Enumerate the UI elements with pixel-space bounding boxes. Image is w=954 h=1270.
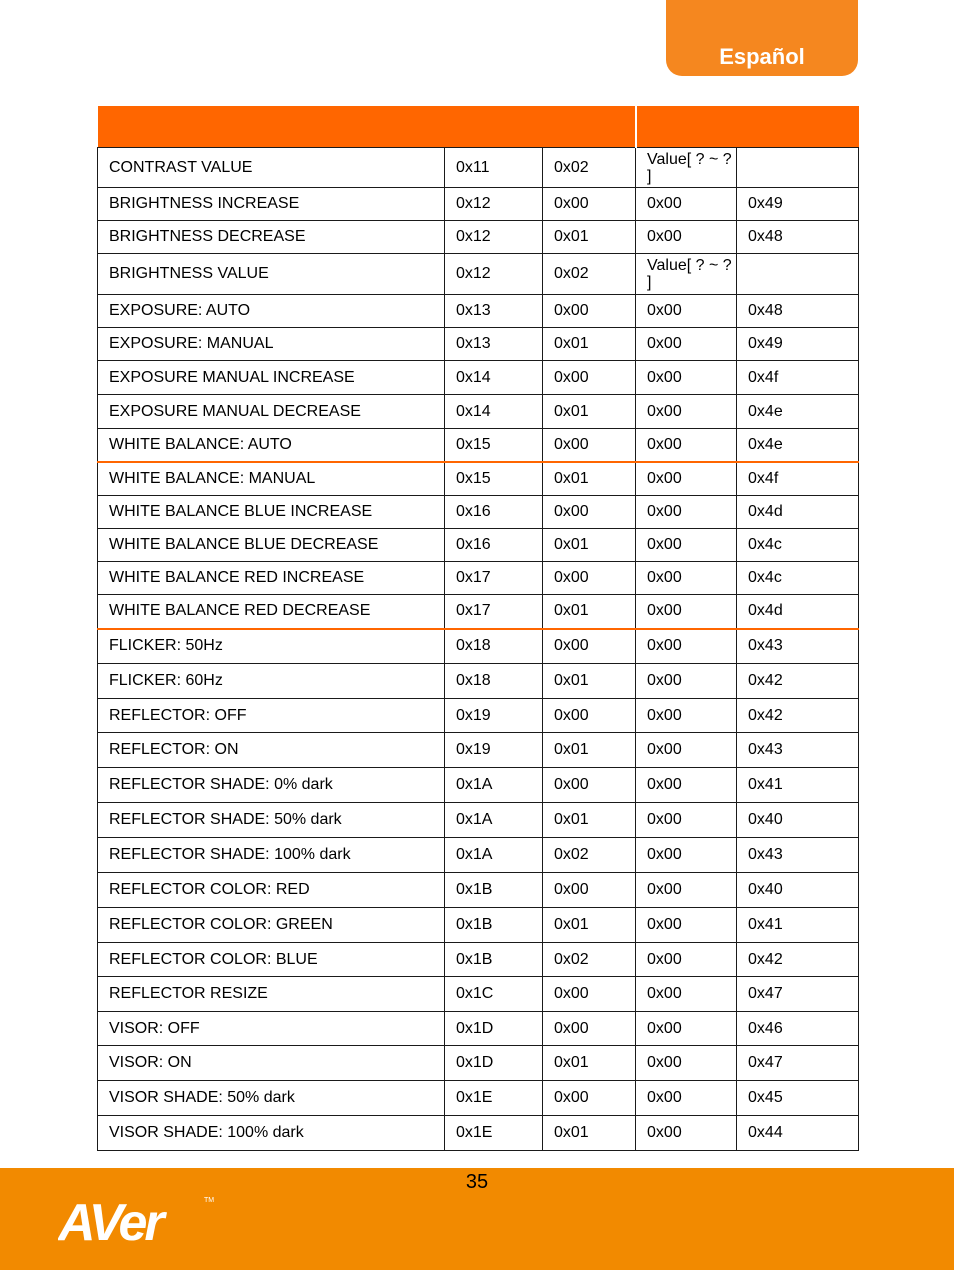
table-cell: 0x18 [445, 629, 543, 664]
table-cell: 0x1E [445, 1081, 543, 1116]
table-cell: 0x43 [737, 733, 859, 768]
table-cell: 0x02 [543, 254, 636, 295]
table-cell: WHITE BALANCE BLUE DECREASE [98, 529, 445, 562]
table-cell: REFLECTOR SHADE: 0% dark [98, 768, 445, 803]
table-cell: VISOR: OFF [98, 1012, 445, 1046]
table-cell [737, 254, 859, 295]
table-row [98, 629, 859, 664]
table-row [98, 595, 859, 629]
logo-trademark: TM [204, 1197, 215, 1204]
table-cell: 0x00 [543, 873, 636, 908]
table-cell: VISOR SHADE: 100% dark [98, 1116, 445, 1151]
table-row [98, 699, 859, 733]
table-row [98, 664, 859, 699]
table-row [98, 395, 859, 429]
table-cell: FLICKER: 50Hz [98, 629, 445, 664]
table-cell: 0x1E [445, 1116, 543, 1151]
table-row [98, 908, 859, 943]
table-cell: 0x00 [636, 1081, 737, 1116]
table-cell: 0x4f [737, 462, 859, 496]
table-cell: 0x47 [737, 1046, 859, 1081]
table-row [98, 803, 859, 838]
table-cell: 0x01 [543, 221, 636, 254]
table-cell: EXPOSURE: MANUAL [98, 328, 445, 361]
table-cell: 0x00 [636, 977, 737, 1012]
table-row [98, 361, 859, 395]
table-cell: FLICKER: 60Hz [98, 664, 445, 699]
table-cell: 0x01 [543, 1046, 636, 1081]
table-cell: EXPOSURE MANUAL INCREASE [98, 361, 445, 395]
table-cell: 0x00 [636, 462, 737, 496]
table-cell: 0x00 [543, 188, 636, 221]
table-cell: BRIGHTNESS INCREASE [98, 188, 445, 221]
table-row [98, 529, 859, 562]
table-cell: 0x1D [445, 1046, 543, 1081]
table-cell: Value[ ? ~ ? ] [636, 254, 737, 295]
table-cell: BRIGHTNESS DECREASE [98, 221, 445, 254]
table-cell: 0x01 [543, 733, 636, 768]
table-cell: 0x01 [543, 595, 636, 629]
table-cell: WHITE BALANCE BLUE INCREASE [98, 496, 445, 529]
table-header-row [98, 106, 859, 148]
table-cell: 0x01 [543, 462, 636, 496]
table-row [98, 943, 859, 977]
table-cell: 0x00 [636, 395, 737, 429]
table-cell: 0x11 [445, 148, 543, 188]
table-cell: 0x02 [543, 838, 636, 873]
table-row [98, 221, 859, 254]
table-cell: BRIGHTNESS VALUE [98, 254, 445, 295]
table-cell: 0x00 [636, 733, 737, 768]
table-header-cell [98, 106, 636, 148]
table-cell: 0x00 [636, 328, 737, 361]
table-cell: 0x00 [543, 768, 636, 803]
table-cell: 0x1C [445, 977, 543, 1012]
table-cell: 0x00 [543, 1012, 636, 1046]
table-cell: WHITE BALANCE RED INCREASE [98, 562, 445, 595]
table-cell: 0x46 [737, 1012, 859, 1046]
table-cell: 0x00 [636, 221, 737, 254]
table-cell: REFLECTOR COLOR: BLUE [98, 943, 445, 977]
table-cell: 0x17 [445, 562, 543, 595]
table-cell: 0x01 [543, 328, 636, 361]
table-cell: 0x02 [543, 943, 636, 977]
table-cell: 0x4e [737, 395, 859, 429]
table-cell: 0x16 [445, 529, 543, 562]
table-cell: REFLECTOR: OFF [98, 699, 445, 733]
table-cell: REFLECTOR COLOR: GREEN [98, 908, 445, 943]
table-cell: 0x00 [636, 295, 737, 328]
table-cell: 0x18 [445, 664, 543, 699]
table-cell: 0x00 [543, 562, 636, 595]
table-cell: Value[ ? ~ ? ] [636, 148, 737, 188]
table-cell: EXPOSURE: AUTO [98, 295, 445, 328]
table-cell: 0x12 [445, 221, 543, 254]
table-cell: 0x01 [543, 529, 636, 562]
table-cell: 0x00 [636, 664, 737, 699]
table-cell: REFLECTOR RESIZE [98, 977, 445, 1012]
table-cell: 0x00 [543, 361, 636, 395]
table-cell: 0x13 [445, 295, 543, 328]
table-row [98, 188, 859, 221]
table-cell: 0x01 [543, 1116, 636, 1151]
table-cell: 0x1A [445, 768, 543, 803]
command-table [97, 106, 859, 1151]
table-row [98, 1046, 859, 1081]
table-cell: WHITE BALANCE: AUTO [98, 429, 445, 462]
table-cell: 0x00 [543, 496, 636, 529]
table-cell: 0x14 [445, 361, 543, 395]
table-cell: 0x1B [445, 943, 543, 977]
table-cell: 0x14 [445, 395, 543, 429]
table-cell: 0x42 [737, 664, 859, 699]
table-cell: 0x00 [543, 629, 636, 664]
table-cell: 0x19 [445, 699, 543, 733]
table-cell: 0x00 [636, 529, 737, 562]
table-cell: 0x00 [636, 908, 737, 943]
table-cell: 0x00 [636, 943, 737, 977]
table-cell: 0x40 [737, 873, 859, 908]
table-cell: 0x12 [445, 254, 543, 295]
table-cell: REFLECTOR SHADE: 50% dark [98, 803, 445, 838]
table-row [98, 295, 859, 328]
table-cell: 0x00 [636, 1012, 737, 1046]
table-cell: 0x43 [737, 629, 859, 664]
table-cell: 0x00 [636, 562, 737, 595]
table-cell: 0x00 [636, 429, 737, 462]
table-row [98, 1116, 859, 1151]
table-body [98, 148, 859, 1151]
table-cell: 0x45 [737, 1081, 859, 1116]
language-tab [666, 0, 858, 76]
table-row [98, 462, 859, 496]
table-cell: 0x00 [543, 429, 636, 462]
table-cell: 0x00 [636, 188, 737, 221]
table-cell: 0x4e [737, 429, 859, 462]
table-cell: 0x4d [737, 496, 859, 529]
table-cell: WHITE BALANCE RED DECREASE [98, 595, 445, 629]
table-cell: 0x4c [737, 529, 859, 562]
table-cell: 0x15 [445, 462, 543, 496]
table-cell: 0x4c [737, 562, 859, 595]
table-cell: REFLECTOR: ON [98, 733, 445, 768]
table-cell: 0x02 [543, 148, 636, 188]
table-cell: 0x00 [543, 699, 636, 733]
table-cell: 0x19 [445, 733, 543, 768]
table-cell: 0x1B [445, 873, 543, 908]
table-row [98, 768, 859, 803]
table-row [98, 328, 859, 361]
table-cell: 0x00 [636, 496, 737, 529]
table-cell: 0x1B [445, 908, 543, 943]
table-cell: 0x01 [543, 803, 636, 838]
table-row [98, 254, 859, 295]
table-cell: 0x42 [737, 943, 859, 977]
aver-logo [58, 1192, 218, 1249]
table-cell: 0x43 [737, 838, 859, 873]
table-cell: 0x42 [737, 699, 859, 733]
table-cell: 0x47 [737, 977, 859, 1012]
table-cell: 0x00 [636, 595, 737, 629]
table-cell [737, 148, 859, 188]
logo-text: AVer [58, 1194, 162, 1244]
table-row [98, 873, 859, 908]
table-cell: 0x01 [543, 908, 636, 943]
table-cell: 0x01 [543, 395, 636, 429]
table-row [98, 562, 859, 595]
table-row [98, 733, 859, 768]
table-cell: 0x17 [445, 595, 543, 629]
table-cell: 0x44 [737, 1116, 859, 1151]
table-cell: WHITE BALANCE: MANUAL [98, 462, 445, 496]
table-cell: 0x00 [636, 1046, 737, 1081]
table-row [98, 977, 859, 1012]
table-header-cell [636, 106, 859, 148]
table-cell: 0x12 [445, 188, 543, 221]
table-cell: VISOR: ON [98, 1046, 445, 1081]
table-cell: 0x48 [737, 221, 859, 254]
table-cell: 0x00 [636, 361, 737, 395]
table-cell: 0x49 [737, 328, 859, 361]
table-row [98, 838, 859, 873]
table-cell: 0x41 [737, 908, 859, 943]
table-cell: 0x00 [543, 1081, 636, 1116]
table-cell: 0x40 [737, 803, 859, 838]
table-cell: 0x00 [636, 873, 737, 908]
table-cell: 0x01 [543, 664, 636, 699]
table-cell: 0x00 [636, 803, 737, 838]
table-cell: 0x00 [636, 838, 737, 873]
table-row [98, 496, 859, 529]
table-cell: 0x00 [636, 768, 737, 803]
table-row [98, 1012, 859, 1046]
table-row [98, 148, 859, 188]
aver-logo-graphic [58, 1192, 218, 1244]
table-row [98, 1081, 859, 1116]
table-cell: 0x13 [445, 328, 543, 361]
table-cell: EXPOSURE MANUAL DECREASE [98, 395, 445, 429]
table-cell: REFLECTOR COLOR: RED [98, 873, 445, 908]
table-cell: 0x15 [445, 429, 543, 462]
table-cell: 0x00 [543, 977, 636, 1012]
table-cell: 0x00 [636, 629, 737, 664]
table-cell: 0x00 [636, 699, 737, 733]
table-cell: 0x1D [445, 1012, 543, 1046]
table-cell: 0x4f [737, 361, 859, 395]
table-cell: 0x41 [737, 768, 859, 803]
table-cell: 0x00 [543, 295, 636, 328]
table-cell: 0x4d [737, 595, 859, 629]
table-cell: 0x00 [636, 1116, 737, 1151]
table-cell: 0x48 [737, 295, 859, 328]
table-cell: 0x1A [445, 838, 543, 873]
table-cell: 0x16 [445, 496, 543, 529]
table-row [98, 429, 859, 462]
table-cell: 0x1A [445, 803, 543, 838]
language-label: Español [719, 44, 805, 69]
table-cell: CONTRAST VALUE [98, 148, 445, 188]
table-cell: REFLECTOR SHADE: 100% dark [98, 838, 445, 873]
page-number: 35 [465, 1171, 489, 1193]
table-cell: VISOR SHADE: 50% dark [98, 1081, 445, 1116]
table-cell: 0x49 [737, 188, 859, 221]
